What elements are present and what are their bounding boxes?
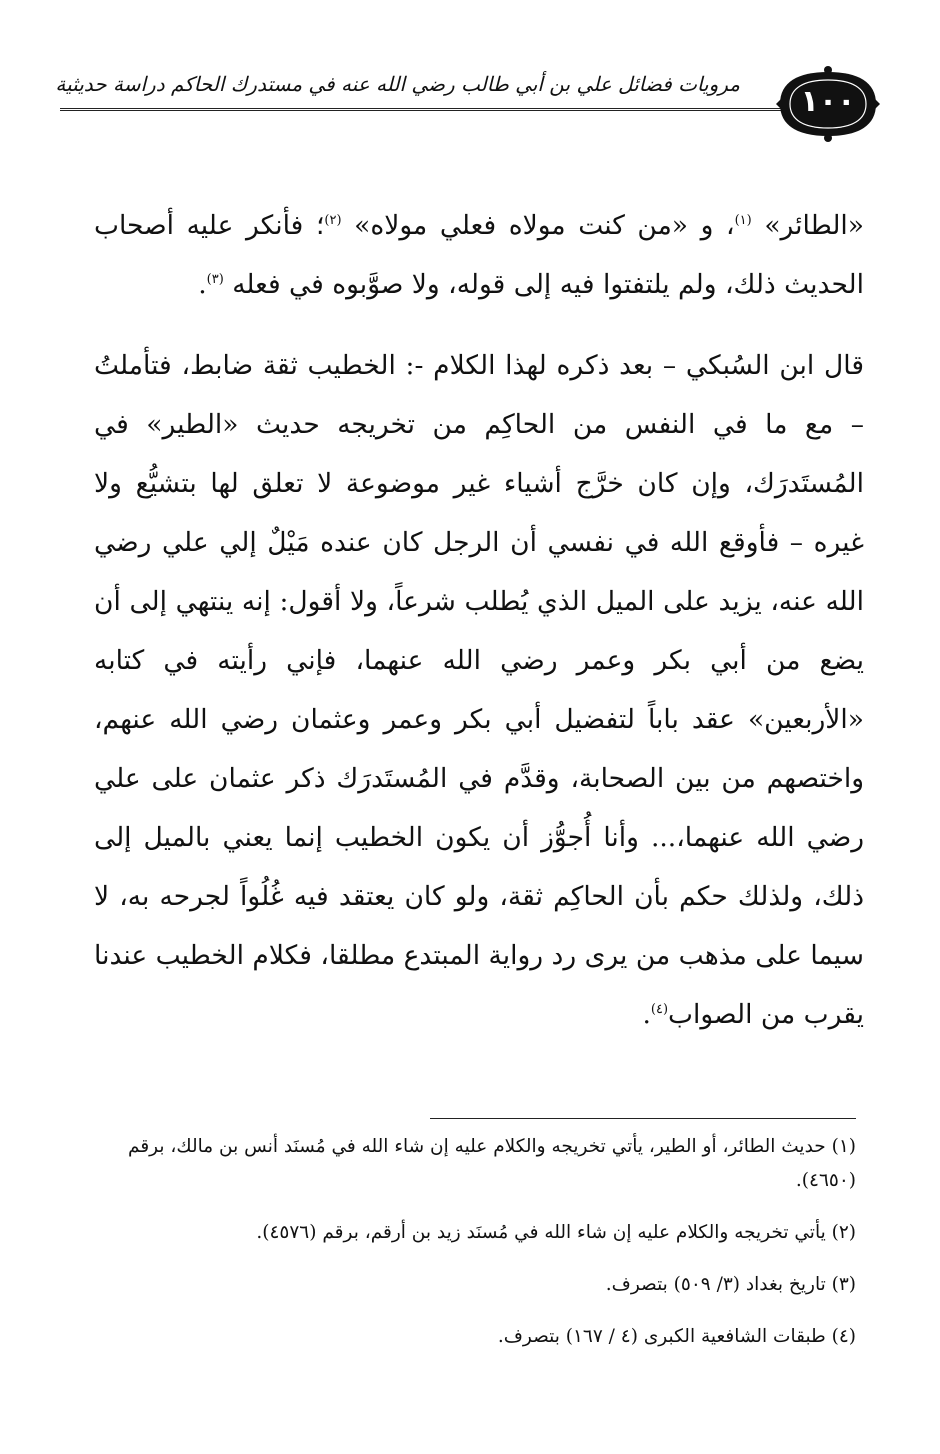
footnote-ref-2: (٢) xyxy=(324,213,342,229)
paragraph-1 xyxy=(94,196,864,314)
footnote-2 xyxy=(86,1216,856,1250)
paragraph-2 xyxy=(94,336,864,1044)
page-header xyxy=(55,58,882,148)
footnote-separator xyxy=(430,1118,856,1119)
text-run: قال ابن السُبكي – بعد ذكره لهذا الكلام -: الخطيب ثقة ضابط، فتأملتُ – مع ما في النفس من الحاكِم من تخريجه حديث «الطير» في المُستَدرَك، وإن كان خرَّج أشياء غير موضوعة لا تعلق لها بتشيُّع ولا غيره – فأوقع الله في نفسي أن الرجل كان عنده مَيْلٌ إلي علي رضي الله عنه، يزيد على الميل الذي يُطلب شرعاً، ولا أقول: إنه ينتهي إلى أن يضع من أبي بكر وعمر رضي الله عنهما، فإني رأيته في كتابه «الأربعين» عقد باباً لتفضيل أبي بكر وعمر وعثمان رضي الله عنهم، واختصهم من بين الصحابة، وقدَّم في المُستَدرَك ذكر عثمان على علي رضي الله عنهما،... وأنا أُجوُّز أن يكون الخطيب إنما يعني بالميل إلى ذلك، ولذلك حكم بأن الحاكِم ثقة، ولو كان يعتقد فيه غُلُواً لجرحه به، لا سيما على مذهب من يرى رد رواية المبتدع مطلقا، فكلام الخطيب عندنا يقرب من الصواب xyxy=(94,350,864,1030)
footnote-text: (٣) تاريخ بغداد (٣/ ٥٠٩) بتصرف. xyxy=(605,1274,856,1295)
text-run: . xyxy=(198,269,207,300)
footnote-text: (١) حديث الطائر، أو الطير، يأتي تخريجه والكلام عليه إن شاء الله في مُسنَد أنس بن مالك، برقم xyxy=(128,1136,856,1157)
footnotes xyxy=(86,1130,856,1372)
text-run: «الطائر» xyxy=(764,210,864,241)
footnote-3 xyxy=(86,1268,856,1302)
footnote-ref-4: (٤) xyxy=(650,1002,669,1018)
page-number-badge xyxy=(774,64,882,144)
footnote-text-continued: (٤٦٥٠). xyxy=(795,1170,856,1191)
footnote-ref-1: (١) xyxy=(734,213,752,229)
text-run: ؛ فأنكر عليه أصحاب الحديث ذلك، ولم يلتفتوا فيه إلى قوله، ولا صوَّبوه في فعله xyxy=(94,210,864,300)
footnote-4 xyxy=(86,1320,856,1354)
text-run: . xyxy=(642,999,651,1030)
footnote-1 xyxy=(86,1130,856,1198)
main-text xyxy=(94,196,864,1044)
footnote-ref-3: (٣) xyxy=(206,272,224,288)
header-rule xyxy=(60,108,786,111)
footnote-text: (٤) طبقات الشافعية الكبرى (٤ / ١٦٧) بتصرف. xyxy=(497,1326,856,1347)
running-header-title: مرويات فضائل علي بن أبي طالب رضي الله عنه في مستدرك الحاكم دراسة حديثية xyxy=(55,72,740,96)
page-number: ١٠٠ xyxy=(800,84,856,119)
footnote-text: (٢) يأتي تخريجه والكلام عليه إن شاء الله في مُسنَد زيد بن أرقم، برقم (٤٥٧٦). xyxy=(256,1222,856,1243)
text-run: ، و «من كنت مولاه فعلي مولاه» xyxy=(354,210,735,241)
